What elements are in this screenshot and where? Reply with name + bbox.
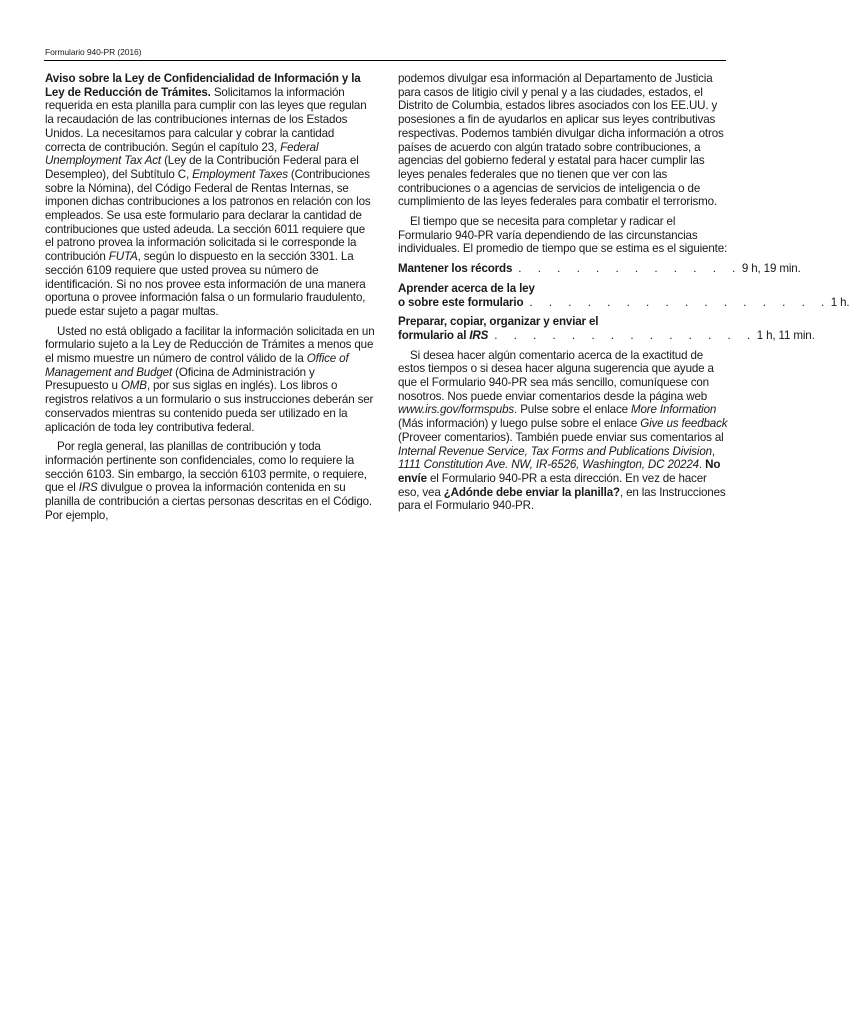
privacy-paragraph: Aviso sobre la Ley de Confidencialidad de Información y la Ley de Reducción de Trámites. Solicitamos la información requerida en esta planilla para cumplir con las leyes que regulan la recaudación de las contribuciones internas de los Estados Unidos. La necesitamos para calcular y cobrar la cantidad correcta de contribución. Según el capítulo 23, Federal Unemployment Tax Act (Ley de la Contribución Federal para el Desempleo), del Subtítulo C, Employment Taxes (Contribuciones sobre la Nómina), del Código Federal de Rentas Internas, se imponen dichas contribuciones a los patronos en relación con los empleados. Se usa este formulario para declarar la cantidad de contribuciones que usted adeuda. La sección 6011 requiere que el patrono provea la información solicitada si le corresponde la contribución FUTA, según lo dispuesto en la sección 3301. La sección 6109 requiere que usted provea su número de identificación. Si no nos provee esta información de una manera oportuna o provee información falsa o un formulario fraudulento, puede estar sujeto a pagar multas.: [45, 72, 371, 318]
time-estimate-intro: El tiempo que se necesita para completar y radicar el Formulario 940-PR varía dependiendo de las circunstancias individuales. El promedio de tiempo que se estima es el siguiente:: [398, 215, 728, 256]
privacy-heading: Aviso sobre la Ley de Confidencialidad de Información y la Ley de Reducción de Trámites.: [45, 72, 361, 99]
header-divider: [44, 60, 726, 61]
disclosure-paragraph: podemos divulgar esa información al Departamento de Justicia para casos de litigio civil y penal y a las ciudades, estados, el Distrito de Columbia, estados libres asociados con los EE.UU. y posesiones a fin de ayudarlos en aplicar sus leyes contributivas respectivas. Podemos también divulgar dicha información a otros países de acuerdo con algún tratado sobre contribuciones, a agencias del gobierno federal y estatal para hacer cumplir las leyes penales federales que no tienen que ver con las contribuciones o a agencias de servicios de inteligencia o de cumplimiento de las leyes federales para combatir el terrorismo.: [398, 72, 724, 209]
time-estimate-learning: Aprender acerca de la ley o sobre este formulario . . . . . . . . . . . . . . . . 1 h.: [398, 281, 850, 309]
time-estimate-preparing: Preparar, copiar, organizar y enviar el formulario al IRS . . . . . . . . . . . . . . 1 h, 11 min.: [398, 315, 815, 342]
confidentiality-paragraph: Por regla general, las planillas de contribución y toda información pertinente son confidenciales, como lo requiere la sección 6103. Sin embargo, la sección 6103 permite, o requiere, que el IRS divulgue o provea la información contenida en su planilla de contribución a ciertas personas descritas en el Código. Por ejemplo,: [45, 440, 373, 522]
form-header-label: Formulario 940-PR (2016): [45, 47, 142, 57]
irs-web-link[interactable]: www.irs.gov/formspubs: [398, 403, 515, 417]
left-column: [45, 72, 375, 523]
right-column: [398, 72, 850, 513]
paperwork-paragraph: Usted no está obligado a facilitar la información solicitada en un formulario sujeto a la Ley de Reducción de Trámites a menos que el mismo muestre un número de control válido de la Office of Management and Budget (Oficina de Administración y Presupuesto u OMB, por sus siglas en inglés). Los libros o registros relativos a un formulario o sus instrucciones deberán ser conservados mientras su contenido pueda ser utilizado en la aplicación de toda ley contributiva federal.: [45, 324, 375, 434]
time-estimate-recordkeeping: Mantener los récords . . . . . . . . . . . . 9 h, 19 min.: [398, 262, 801, 276]
comments-paragraph: Si desea hacer algún comentario acerca de la exactitud de estos tiempos o si desea hacer alguna sugerencia que ayude a que el Formulario 940-PR sea más sencillo, comuníquese con nosotros. Nos puede enviar comentarios desde la página web www.irs.gov/formspubs. Pulse sobre el enlace More Information (Más información) y luego pulse sobre el enlace Give us feedback (Proveer comentarios). También puede enviar sus comentarios al Internal Revenue Service, Tax Forms and Publications Division, 1111 Constitution Ave. NW, IR-6526, Washington, DC 20224. No envíe el Formulario 940-PR a esta dirección. En vez de hacer eso, vea ¿Adónde debe enviar la planilla?, en las Instrucciones para el Formulario 940-PR.: [398, 348, 728, 513]
